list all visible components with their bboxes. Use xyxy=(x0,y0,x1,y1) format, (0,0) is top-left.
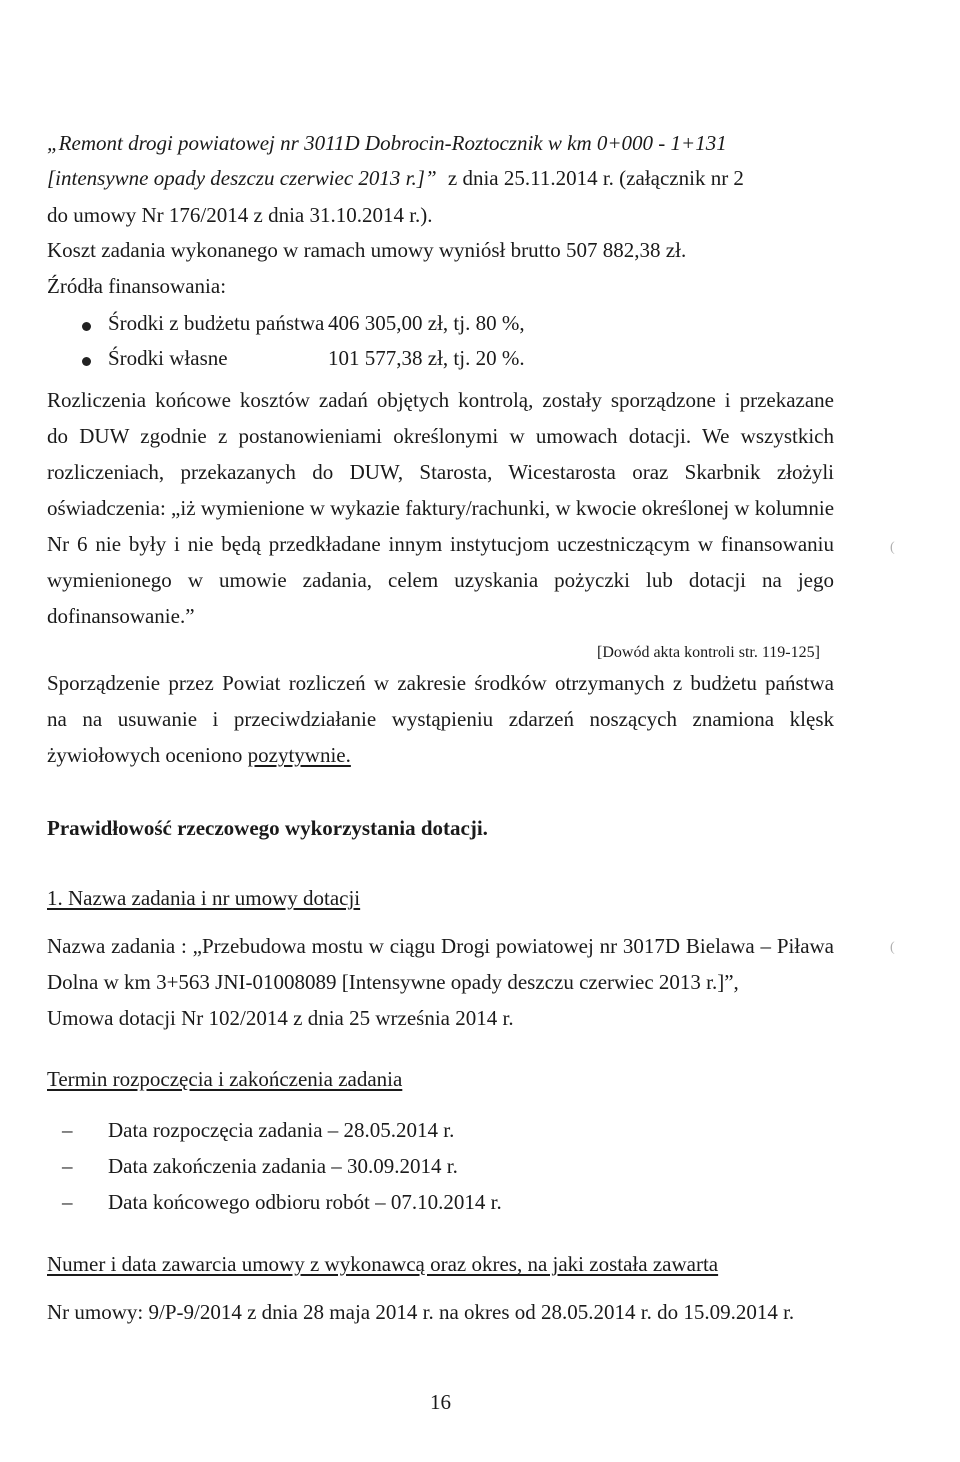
contract-line: Nr umowy: 9/P-9/2014 z dnia 28 maja 2014 r. na okres od 28.05.2014 r. do 15.09.2014 r. xyxy=(47,1300,795,1324)
assessment-line-2: na na usuwanie i przeciwdziałanie wystąpieniu zdarzeń noszących znamiona klęsk xyxy=(47,707,834,731)
dash-icon: – xyxy=(62,1190,73,1214)
bullet-icon xyxy=(82,357,91,366)
settlement-line-6: wymienionego w umowie zadania, celem uzyskania pożyczki lub dotacji na jego xyxy=(47,568,834,592)
settlement-line-4: oświadczenia: „iż wymienione w wykazie faktury/rachunki, w kwocie określonej w kolumnie xyxy=(47,496,835,520)
date-start: Data rozpoczęcia zadania – 28.05.2014 r. xyxy=(108,1118,455,1142)
task-name-line-1: Nazwa zadania : „Przebudowa mostu w ciągu Drogi powiatowej nr 3017D Bielawa – Piława xyxy=(47,934,834,958)
funding-value-0: 406 305,00 zł, tj. 80 %, xyxy=(328,311,525,335)
subsection-title: 1. Nazwa zadania i nr umowy dotacji xyxy=(47,886,361,910)
intro-line-2-plain: z dnia 25.11.2014 r. (załącznik nr 2 xyxy=(447,166,744,190)
task-name-line-2: Dolna w km 3+563 JNI-01008089 [Intensywne opady deszczu czerwiec 2013 r.]”, xyxy=(47,970,739,994)
evidence-reference: [Dowód akta kontroli str. 119-125] xyxy=(597,644,820,661)
bullet-icon xyxy=(82,322,91,331)
funding-label-0: Środki z budżetu państwa xyxy=(108,311,325,335)
settlement-line-5: Nr 6 nie były i nie będą przedkładane innym instytucjom uczestniczącym w finansowaniu xyxy=(47,532,834,556)
settlement-line-2: do DUW zgodnie z postanowieniami określonymi w umowach dotacji. We wszystkich xyxy=(47,424,834,448)
assessment-line-1: Sporządzenie przez Powiat rozliczeń w zakresie środków otrzymanych z budżetu państwa xyxy=(47,671,834,695)
intro-line-2 xyxy=(47,165,744,191)
funding-value-1: 101 577,38 zł, tj. 20 %. xyxy=(328,346,525,370)
cost-line: Koszt zadania wykonanego w ramach umowy wyniósł brutto 507 882,38 zł. xyxy=(47,238,687,262)
funding-sources-label: Źródła finansowania: xyxy=(47,274,227,298)
intro-line-3: do umowy Nr 176/2014 z dnia 31.10.2014 r.). xyxy=(47,203,433,227)
intro-line-1: „Remont drogi powiatowej nr 3011D Dobrocin-Roztocznik w km 0+000 - 1+131 xyxy=(47,131,727,155)
date-end: Data zakończenia zadania – 30.09.2014 r. xyxy=(108,1154,458,1178)
date-final-acceptance: Data końcowego odbioru robót – 07.10.2014 r. xyxy=(108,1190,502,1214)
settlement-line-3: rozliczeniach, przekazanych do DUW, Starosta, Wicestarosta oraz Skarbnik złożyli xyxy=(47,460,834,484)
intro-line-2-italic: [intensywne opady deszczu czerwiec 2013 r.]” xyxy=(47,166,437,190)
assessment-line-3-text: żywiołowych oceniono xyxy=(47,743,243,767)
dates-heading: Termin rozpoczęcia i zakończenia zadania xyxy=(47,1067,403,1091)
assessment-result: pozytywnie. xyxy=(247,743,351,767)
dash-icon: – xyxy=(62,1118,73,1142)
page-number: 16 xyxy=(430,1390,451,1414)
dash-icon: – xyxy=(62,1154,73,1178)
section-heading: Prawidłowość rzeczowego wykorzystania dotacji. xyxy=(47,816,488,840)
settlement-line-1: Rozliczenia końcowe kosztów zadań objętych kontrolą, zostały sporządzone i przekazane xyxy=(47,388,834,412)
scan-mark: ( xyxy=(890,540,895,555)
agreement-line: Umowa dotacji Nr 102/2014 z dnia 25 września 2014 r. xyxy=(47,1006,514,1030)
settlement-line-7: dofinansowanie.” xyxy=(47,604,195,628)
assessment-line-3 xyxy=(47,742,351,768)
scan-mark: ( xyxy=(890,940,895,955)
contract-heading: Numer i data zawarcia umowy z wykonawcą oraz okres, na jaki została zawarta xyxy=(47,1252,719,1276)
funding-label-1: Środki własne xyxy=(108,346,228,370)
